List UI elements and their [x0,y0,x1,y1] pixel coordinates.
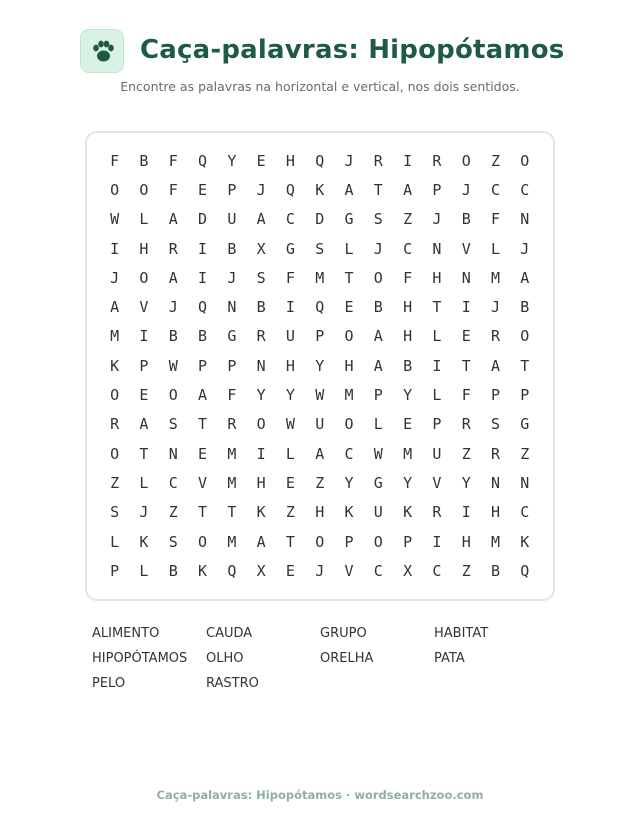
grid-cell[interactable]: J [256,180,266,199]
grid-cell[interactable]: B [227,239,237,258]
grid-cell[interactable]: L [110,532,120,551]
grid-cell[interactable]: E [285,561,295,580]
grid-cell[interactable]: O [139,180,149,199]
grid-cell[interactable]: G [520,415,530,434]
grid-cell[interactable]: Y [227,151,237,170]
grid-cell[interactable]: Z [461,444,471,463]
grid-cell[interactable]: O [168,386,178,405]
grid-cell[interactable]: B [168,561,178,580]
grid-cell[interactable]: Z [490,151,501,170]
grid-cell[interactable]: H [139,239,149,258]
header [0,29,640,75]
grid-cell[interactable]: F [168,180,178,199]
grid-cell[interactable]: P [403,532,413,551]
grid-cell[interactable]: S [315,239,325,258]
grid-cell[interactable]: A [373,356,383,375]
grid-cell[interactable]: Y [256,386,266,405]
page-title: Caça-palavras: Hipopótamos [140,35,565,65]
grid-cell[interactable]: M [490,532,501,551]
grid-cell[interactable]: A [139,415,149,434]
grid-cell[interactable]: V [461,239,471,258]
grid-cell[interactable]: Y [285,386,295,405]
grid-cell[interactable]: C [168,473,178,492]
grid-cell[interactable]: I [198,239,208,258]
grid-cell[interactable]: I [198,268,208,287]
grid-cell[interactable]: J [461,180,471,199]
grid-cell[interactable]: H [461,532,471,551]
grid-cell[interactable]: K [520,532,530,551]
grid-cell[interactable]: T [227,503,237,522]
grid-cell[interactable]: S [373,210,383,229]
grid-cell[interactable]: C [490,180,501,199]
grid-cell[interactable]: O [256,415,266,434]
grid-cell[interactable]: O [139,268,149,287]
grid-cell[interactable]: J [490,298,501,317]
grid-cell[interactable]: W [168,356,178,375]
grid-cell[interactable]: T [285,532,295,551]
grid-cell[interactable]: O [344,415,354,434]
grid-cell[interactable]: L [139,473,149,492]
grid-cell[interactable]: C [403,239,413,258]
grid-cell[interactable]: F [490,210,501,229]
grid-cell[interactable]: B [373,298,383,317]
grid-cell[interactable]: O [315,532,325,551]
grid-cell[interactable]: E [403,415,413,434]
grid-cell[interactable]: H [285,356,295,375]
letter-grid [100,146,539,585]
grid-cell[interactable]: Q [315,298,325,317]
grid-cell[interactable]: O [520,327,530,346]
grid-cell[interactable]: A [168,210,178,229]
grid-cell[interactable]: J [139,503,149,522]
word-list-item: ALIMENTO [92,626,160,641]
grid-cell[interactable]: X [256,239,266,258]
grid-cell[interactable]: E [461,327,471,346]
grid-cell[interactable]: E [139,386,149,405]
grid-cell[interactable]: P [139,356,149,375]
grid-cell[interactable]: K [198,561,208,580]
grid-cell[interactable]: R [432,151,442,170]
grid-cell[interactable]: P [315,327,325,346]
grid-cell[interactable]: V [432,473,442,492]
grid-cell[interactable]: A [520,268,530,287]
word-list-item: PATA [434,651,465,666]
grid-cell[interactable]: A [110,298,120,317]
grid-cell[interactable]: F [168,151,178,170]
grid-cell[interactable]: K [110,356,120,375]
grid-cell[interactable]: R [168,239,178,258]
grid-cell[interactable]: Z [110,473,120,492]
grid-cell[interactable]: A [168,268,178,287]
grid-cell[interactable]: S [168,532,178,551]
grid-cell[interactable]: T [198,415,208,434]
grid-cell[interactable]: L [373,415,383,434]
footer: Caça-palavras: Hipopótamos · wordsearchzoo.com [156,788,484,802]
grid-cell[interactable]: Y [344,473,354,492]
grid-cell[interactable]: X [256,561,266,580]
grid-cell[interactable]: E [256,151,266,170]
grid-cell[interactable]: B [520,298,530,317]
instructions: Encontre as palavras na horizontal e vertical, nos dois sentidos. [120,79,520,94]
grid-cell[interactable]: J [110,268,120,287]
grid-cell[interactable]: W [285,415,295,434]
grid-cell[interactable]: P [432,415,442,434]
grid-cell[interactable]: Q [285,180,295,199]
grid-cell[interactable]: A [315,444,325,463]
grid-cell[interactable]: E [198,444,208,463]
grid-cell[interactable]: N [168,444,178,463]
grid-cell[interactable]: B [198,327,208,346]
grid-cell[interactable]: R [432,503,442,522]
grid-cell[interactable]: G [285,239,295,258]
grid-cell[interactable]: A [403,180,413,199]
grid-cell[interactable]: O [520,151,530,170]
grid-cell[interactable]: R [373,151,383,170]
grid-cell[interactable]: X [403,561,413,580]
grid-cell[interactable]: H [285,151,295,170]
logo-badge [80,29,124,73]
grid-cell[interactable]: M [315,268,325,287]
grid-cell[interactable]: J [373,239,383,258]
grid-cell[interactable]: N [256,356,266,375]
grid-cell[interactable]: M [227,444,237,463]
grid-cell[interactable]: R [227,415,237,434]
grid-cell[interactable]: B [168,327,178,346]
grid-cell[interactable]: K [139,532,149,551]
grid-cell[interactable]: O [198,532,208,551]
grid-cell[interactable]: N [461,268,471,287]
grid-cell[interactable]: H [256,473,266,492]
grid-cell[interactable]: O [344,327,354,346]
grid-cell[interactable]: T [432,298,442,317]
grid-cell[interactable]: R [490,327,501,346]
grid-cell[interactable]: A [256,210,266,229]
grid-cell[interactable]: R [490,444,501,463]
grid-cell[interactable]: Z [403,210,413,229]
grid-cell[interactable]: L [139,210,149,229]
grid-cell[interactable]: V [344,561,354,580]
word-list-item: PELO [92,676,126,691]
grid-cell[interactable]: M [403,444,413,463]
grid-cell[interactable]: T [520,356,530,375]
grid-cell[interactable]: Q [315,151,325,170]
grid-cell[interactable]: E [344,298,354,317]
word-list-item: GRUPO [320,626,367,641]
grid-cell[interactable]: J [227,268,237,287]
grid-cell[interactable]: M [227,532,237,551]
grid-cell[interactable]: G [344,210,354,229]
grid-cell[interactable]: P [227,180,237,199]
grid-cell[interactable]: A [198,386,208,405]
grid-cell[interactable]: P [227,356,237,375]
grid-cell[interactable]: O [373,268,383,287]
grid-cell[interactable]: S [168,415,178,434]
grid-cell[interactable]: L [285,444,295,463]
grid-cell[interactable]: L [344,239,354,258]
grid-cell[interactable]: U [227,210,237,229]
grid-cell[interactable]: P [490,386,501,405]
grid-cell[interactable]: Y [461,473,471,492]
grid-cell[interactable]: F [403,268,413,287]
grid-cell[interactable]: C [520,503,530,522]
grid-cell[interactable]: H [344,356,354,375]
grid-cell[interactable]: Y [403,386,413,405]
grid-cell[interactable]: G [373,473,383,492]
word-list [92,626,548,701]
grid-cell[interactable]: L [432,386,442,405]
grid-cell[interactable]: T [373,180,383,199]
grid-cell[interactable]: B [461,210,471,229]
grid-cell[interactable]: W [315,386,325,405]
grid-cell[interactable]: J [432,210,442,229]
grid-cell[interactable]: P [432,180,442,199]
grid-cell[interactable]: Z [285,503,295,522]
grid-cell[interactable]: M [490,268,501,287]
grid-cell[interactable]: Y [403,473,413,492]
grid-cell[interactable]: T [344,268,354,287]
grid-cell[interactable]: I [461,298,471,317]
grid-cell[interactable]: I [432,532,442,551]
grid-cell[interactable]: P [198,356,208,375]
grid-cell[interactable]: E [198,180,208,199]
grid-cell[interactable]: B [256,298,266,317]
grid-cell[interactable]: B [139,151,149,170]
grid-cell[interactable]: T [198,503,208,522]
grid-cell[interactable]: O [110,180,120,199]
grid-cell[interactable]: F [110,151,120,170]
grid-cell[interactable]: I [432,356,442,375]
grid-cell[interactable]: S [256,268,266,287]
word-list-item: OLHO [206,651,244,666]
grid-cell[interactable]: A [344,180,354,199]
grid-cell[interactable]: Q [520,561,530,580]
grid-cell[interactable]: C [285,210,295,229]
grid-cell[interactable]: U [432,444,442,463]
grid-cell[interactable]: Z [168,503,178,522]
grid-cell[interactable]: Q [198,298,208,317]
grid-cell[interactable]: B [403,356,413,375]
grid-cell[interactable]: O [110,444,120,463]
grid-cell[interactable]: C [432,561,442,580]
grid-cell[interactable]: K [315,180,325,199]
word-list-item: HABITAT [434,626,489,641]
grid-cell[interactable]: K [344,503,354,522]
grid-cell[interactable]: A [490,356,501,375]
grid-cell[interactable]: O [461,151,471,170]
grid-cell[interactable]: W [373,444,383,463]
grid-cell[interactable]: Z [520,444,530,463]
grid-cell[interactable]: G [227,327,237,346]
grid-cell[interactable]: P [520,386,530,405]
grid-cell[interactable]: B [490,561,501,580]
grid-cell[interactable]: I [403,151,413,170]
grid-cell[interactable]: C [373,561,383,580]
grid-cell[interactable]: I [285,298,295,317]
grid-cell[interactable]: J [315,561,325,580]
grid-cell[interactable]: I [110,239,120,258]
grid-cell[interactable]: R [110,415,120,434]
grid-cell[interactable]: S [110,503,120,522]
grid-cell[interactable]: W [110,210,120,229]
grid-cell[interactable]: P [373,386,383,405]
grid-cell[interactable]: P [110,561,120,580]
grid-cell[interactable]: M [110,327,120,346]
grid-cell[interactable]: O [110,386,120,405]
grid-cell[interactable]: M [227,473,237,492]
grid-cell[interactable]: H [403,298,413,317]
grid-cell[interactable]: T [461,356,471,375]
word-list-item: CAUDA [206,626,253,641]
grid-cell[interactable]: K [403,503,413,522]
grid-cell[interactable]: F [227,386,237,405]
grid-cell[interactable]: L [139,561,149,580]
grid-cell[interactable]: R [461,415,471,434]
grid-cell[interactable]: N [520,473,530,492]
grid-cell[interactable]: U [285,327,295,346]
grid-cell[interactable]: J [168,298,178,317]
grid-cell[interactable]: D [315,210,325,229]
word-list-item: RASTRO [206,676,259,691]
grid-cell[interactable]: J [344,151,354,170]
grid-cell[interactable]: N [520,210,530,229]
grid-cell[interactable]: U [373,503,383,522]
grid-cell[interactable]: J [520,239,530,258]
grid-cell[interactable]: E [285,473,295,492]
word-list-item: HIPOPÓTAMOS [92,651,188,666]
grid-cell[interactable]: S [490,415,501,434]
grid-cell[interactable]: U [315,415,325,434]
grid-cell[interactable]: H [315,503,325,522]
grid-cell[interactable]: Y [315,356,325,375]
paw-icon [90,39,116,65]
grid-cell[interactable]: A [373,327,383,346]
grid-cell[interactable]: Q [227,561,237,580]
grid-cell[interactable]: D [198,210,208,229]
grid-cell[interactable]: L [490,239,501,258]
grid-cell[interactable]: H [403,327,413,346]
grid-cell[interactable]: T [139,444,149,463]
grid-cell[interactable]: Q [198,151,208,170]
grid-cell[interactable]: F [285,268,295,287]
grid-cell[interactable]: V [139,298,149,317]
grid-cell[interactable]: I [256,444,266,463]
grid-cell[interactable]: V [198,473,208,492]
word-list-item: ORELHA [320,651,374,666]
grid-cell[interactable]: N [227,298,237,317]
grid-cell[interactable]: A [256,532,266,551]
grid-cell[interactable]: N [490,473,501,492]
grid-cell[interactable]: P [344,532,354,551]
grid-cell[interactable]: R [256,327,266,346]
grid-cell[interactable]: C [344,444,354,463]
grid-cell[interactable]: L [432,327,442,346]
grid-cell[interactable]: H [490,503,501,522]
grid-cell[interactable]: H [432,268,442,287]
grid-cell[interactable]: M [344,386,354,405]
grid-cell[interactable]: I [139,327,149,346]
grid-cell[interactable]: Z [315,473,325,492]
grid-cell[interactable]: Z [461,561,471,580]
grid-cell[interactable]: I [461,503,471,522]
grid-cell[interactable]: O [373,532,383,551]
grid-cell[interactable]: N [432,239,442,258]
grid-cell[interactable]: C [520,180,530,199]
grid-cell[interactable]: F [461,386,471,405]
grid-cell[interactable]: K [256,503,266,522]
